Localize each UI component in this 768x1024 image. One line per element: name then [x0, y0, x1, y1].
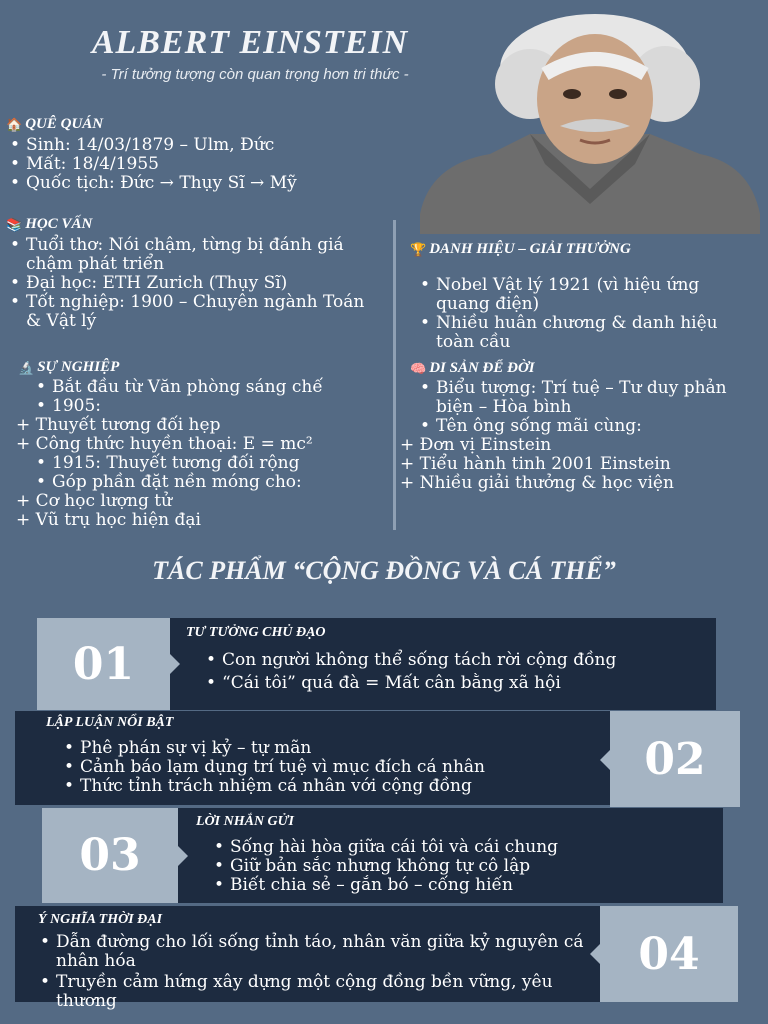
list-item: • Nhiều huân chương & danh hiệu toàn cầu: [414, 314, 754, 352]
list-item: + Tiểu hành tinh 2001 Einstein: [400, 454, 671, 474]
list-item: • Sinh: 14/03/1879 – Ulm, Đức: [4, 136, 424, 155]
list-item: + Nhiều giải thưởng & học viện: [400, 473, 674, 493]
list-item: • Biểu tượng: Trí tuệ – Tư duy phản biện – Hòa bình: [414, 379, 764, 417]
legacy-list: [400, 378, 764, 493]
list-item: • Truyền cảm hứng xây dựng một cộng đồng bền vững, yêu thương: [34, 973, 594, 1011]
panel-heading-04: Ý NGHĨA THỜI ĐẠI: [38, 912, 163, 927]
einstein-portrait: [420, 14, 760, 234]
list-item: • Phê phán sự vị kỷ – tự mãn: [58, 739, 588, 758]
list-item: • Bắt đầu từ Văn phòng sáng chế: [30, 378, 400, 397]
works-title: TÁC PHẨM “CỘNG ĐỒNG VÀ CÁ THỂ”: [152, 556, 616, 585]
education-heading: 📚 HỌC VẤN: [6, 216, 93, 232]
list-item: • Thức tỉnh trách nhiệm cá nhân với cộng đồng: [58, 777, 588, 796]
panel-heading-03: LỜI NHẮN GỬI: [196, 814, 294, 829]
panel-list-01: [200, 651, 710, 693]
column-divider: [393, 220, 396, 530]
hometown-list: [4, 136, 424, 193]
list-item: • Nobel Vật lý 1921 (vì hiệu ứng quang điện): [414, 276, 754, 314]
career-heading: 🔬 SỰ NGHIỆP: [18, 359, 120, 375]
panel-list-04: [34, 933, 594, 1011]
list-item: + Cơ học lượng tử: [16, 491, 173, 511]
list-item: • Tốt nghiệp: 1900 – Chuyên ngành Toán & Vật lý: [4, 293, 384, 331]
hometown-heading: 🏠 QUÊ QUÁN: [6, 116, 104, 132]
books-icon: 📚: [6, 216, 23, 232]
list-item: • Quốc tịch: Đức → Thụy Sĩ → Mỹ: [4, 174, 424, 193]
page-title: ALBERT EINSTEIN: [91, 24, 409, 61]
list-item: • Góp phần đặt nền móng cho:: [30, 473, 400, 492]
list-item: + Thuyết tương đối hẹp: [16, 415, 221, 435]
awards-heading: 🏆 DANH HIỆU – GIẢI THƯỞNG: [410, 241, 631, 257]
panel-list-02: [58, 739, 588, 796]
microscope-icon: 🔬: [18, 359, 35, 375]
number-box-03: 03: [42, 808, 178, 903]
list-item: • Dẫn đường cho lối sống tỉnh táo, nhân văn giữa kỷ nguyên cá nhân hóa: [34, 933, 594, 971]
arrow-right-icon: [178, 846, 188, 866]
house-icon: 🏠: [6, 116, 23, 132]
number-box-04: 04: [600, 906, 738, 1002]
list-item: • 1915: Thuyết tương đối rộng: [30, 454, 400, 473]
panel-heading-01: TƯ TƯỞNG CHỦ ĐẠO: [186, 625, 326, 640]
list-item: • Cảnh báo lạm dụng trí tuệ vì mục đích cá nhân: [58, 758, 588, 777]
list-item: • Tên ông sống mãi cùng:: [414, 417, 764, 436]
list-item: • Sống hài hòa giữa cái tôi và cái chung: [208, 838, 718, 857]
list-item: + Công thức huyền thoại: E = mc²: [16, 434, 313, 454]
brain-icon: 🧠: [410, 360, 427, 376]
list-item: • 1905:: [30, 397, 400, 416]
page-subtitle: - Trí tưởng tượng còn quan trọng hơn tri thức -: [101, 66, 409, 83]
list-item: • “Cái tôi” quá đà = Mất cân bằng xã hội: [200, 674, 710, 693]
trophy-icon: 🏆: [410, 242, 427, 257]
list-item: + Đơn vị Einstein: [400, 435, 552, 455]
number-box-01: 01: [37, 618, 170, 710]
list-item: + Vũ trụ học hiện đại: [16, 510, 201, 530]
panel-list-03: [208, 838, 718, 895]
number-box-02: 02: [610, 711, 740, 807]
list-item: • Con người không thể sống tách rời cộng đồng: [200, 651, 710, 670]
list-item: • Giữ bản sắc nhưng không tự cô lập: [208, 857, 718, 876]
list-item: • Biết chia sẻ – gắn bó – cống hiến: [208, 876, 718, 895]
legacy-heading: 🧠 DI SẢN ĐỂ ĐỜI: [410, 360, 535, 376]
arrow-right-icon: [170, 654, 180, 674]
list-item: • Đại học: ETH Zurich (Thụy Sĩ): [4, 274, 384, 293]
arrow-left-icon: [600, 750, 610, 770]
list-item: • Mất: 18/4/1955: [4, 155, 424, 174]
education-list: [4, 236, 384, 331]
awards-list: [414, 276, 754, 352]
career-list: [16, 377, 400, 530]
list-item: • Tuổi thơ: Nói chậm, từng bị đánh giá chậm phát triển: [4, 236, 384, 274]
panel-heading-02: LẬP LUẬN NỔI BẬT: [46, 715, 174, 730]
